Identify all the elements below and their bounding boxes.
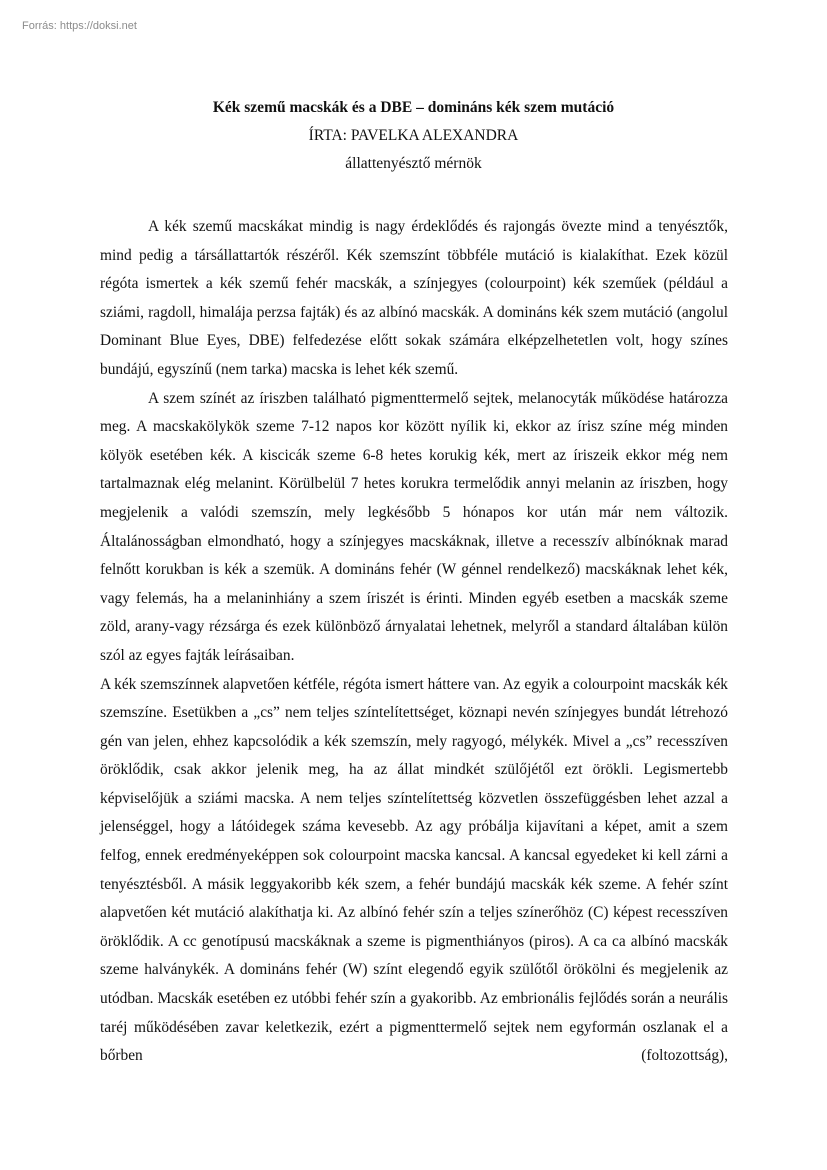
document-title: Kék szemű macskák és a DBE – domináns kék szem mutáció [212,99,615,116]
document-author: ÍRTA: PAVELKA ALEXANDRA [308,127,519,144]
source-label: Forrás: https://doksi.net [22,20,137,32]
paragraph-3: A kék szemszínnek alapvetően kétféle, régóta ismert háttere van. Az egyik a colourpoint macskák kék szemszíne. Esetükben a „cs” nem teljes színtelítettséget, köznapi nevén színjegyes bundát létrehozó gén van jelen, ehhez kapcsolódik a kék szemszín, mely ragyogó, mélykék. Mivel a „cs” recesszíven öröklődik, csak akkor jelenik meg, ha az állat mindkét szülőjétől ezt örökli. Legismertebb képviselőjük a sziámi macska. A nem teljes színtelítettség közvetlen összefüggésben lehet azzal a jelenséggel, hogy a látóidegek száma kevesebb. Az agy próbálja kijavítani a képet, amit a szem felfog, ennek eredményeképpen sok colourpoint macska kancsal. A kancsal egyedeket ki kell zárni a tenyésztésből. A másik leggyakoribb kék szem, a fehér bundájú macskák kék szeme. A fehér színt alapvetően két mutáció alakíthatja ki. Az albínó fehér szín a teljes színerőhöz (C) képest recesszíven öröklődik. A cc genotípusú macskáknak a szeme is pigmenthiányos (piros). A ca ca albínó macskák szeme halványkék. A domináns fehér (W) színt elegendő egyik szülőtől örökölni és megjelenik az utódban. Macskák esetében ez utóbbi fehér szín a gyakoribb. Az embrionális fejlődés során a neurális taréj működésében zavar keletkezik, ezért a pigmenttermelő sejtek nem egyformán oszlanak el a bőrben (foltozottság), [100,675,728,1065]
document-header [0,98,827,174]
paragraph-1: A kék szemű macskákat mindig is nagy érdeklődés és rajongás övezte mind a tenyésztők, mind pedig a társállattartók részéről. Kék szemszínt többféle mutáció is kialakíthat. Ezek közül régóta ismertek a kék szemű fehér macskák, a színjegyes (colourpoint) kék szeműek (például a sziámi, ragdoll, himalája perzsa fajták) és az albínó macskák. A domináns kék szem mutáció (angolul Dominant Blue Eyes, DBE) felfedezése előtt sokak számára elképzelhetetlen volt, hogy színes bundájú, egyszínű (nem tarka) macska is lehet kék szemű. [100,218,728,378]
author-role: állattenyésztő mérnök [345,155,482,172]
paragraph-2: A szem színét az íriszben található pigmenttermelő sejtek, melanocyták működése határozza meg. A macskakölykök szeme 7-12 napos kor között nyílik ki, ekkor az írisz színe még minden kölyök esetében kék. A kiscicák szeme 6-8 hetes korukig kék, mert az íriszeik ekkor még nem tartalmaznak elég melanint. Körülbelül 7 hetes korukra termelődik annyi melanin az íriszben, hogy megjelenik a valódi szemszín, mely legkésőbb 5 hónapos kor után már nem változik. Általánosságban elmondható, hogy a színjegyes macskáknak, illetve a recesszív albínóknak marad felnőtt korukban is kék a szemük. A domináns fehér (W génnel rendelkező) macskáknak lehet kék, vagy felemás, ha a melaninhiány a szem íriszét is érinti. Minden egyéb esetben a macskák szeme zöld, arany-vagy rézsárga és ezek különböző árnyalatai lehetnek, melyről a standard általában külön szól az egyes fajták leírásaiban. [100,389,728,664]
document-body [100,213,728,1071]
